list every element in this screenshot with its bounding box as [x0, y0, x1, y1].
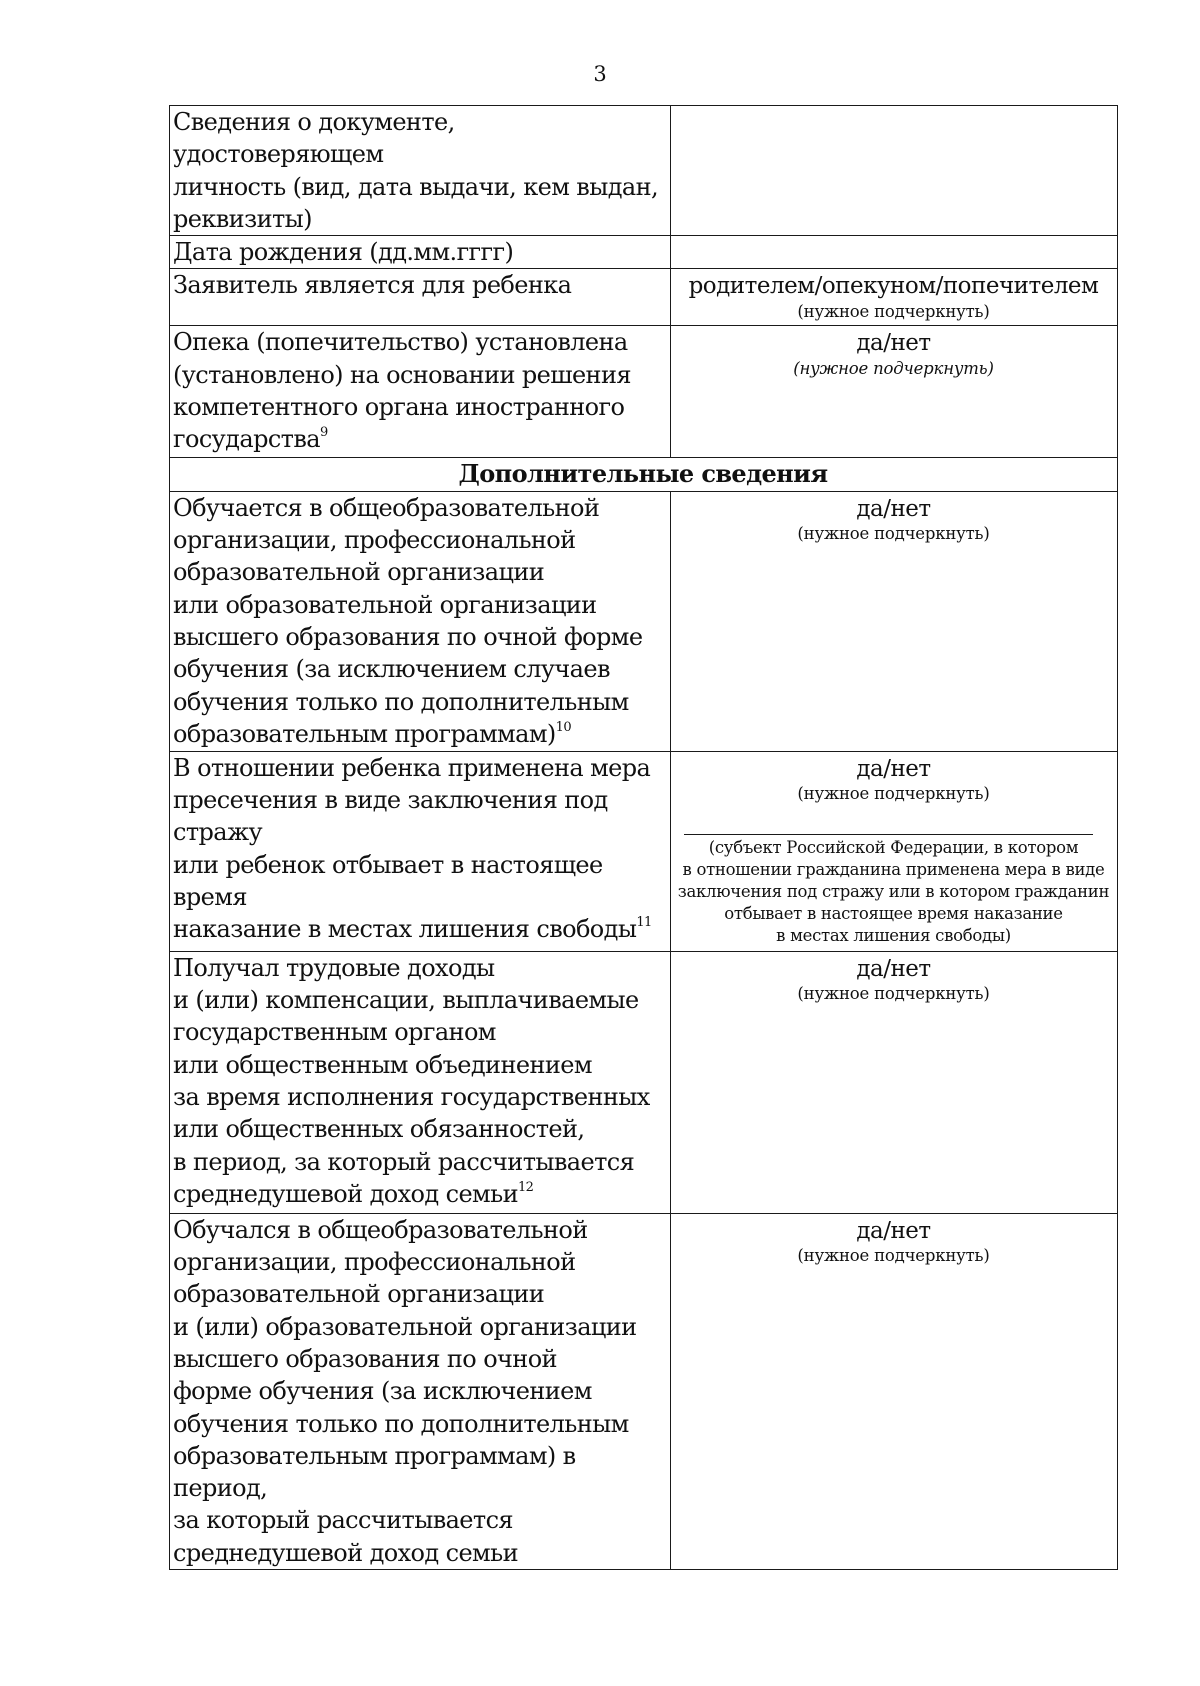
- page-number: 3: [593, 62, 607, 86]
- caption-line: в местах лишения свободы): [776, 926, 1011, 946]
- studying-label: [170, 491, 671, 751]
- label-text: образовательным программам): [173, 719, 556, 748]
- label-line: в период, за который рассчитывается: [173, 1147, 635, 1176]
- relation-options: родителем/опекуном/попечителем: [688, 273, 1099, 300]
- caption-line: заключения под стражу или в котором гражданин: [677, 882, 1110, 902]
- underline-hint: (нужное подчеркнуть): [797, 984, 990, 1004]
- label-line: (установлено) на основании решения: [173, 360, 631, 389]
- applicant-relation-field[interactable]: [671, 269, 1118, 326]
- label-text: наказание в местах лишения свободы: [173, 915, 637, 944]
- underline-hint: (нужное подчеркнуть): [797, 524, 990, 544]
- guardianship-field[interactable]: [671, 326, 1118, 458]
- label-line: Заявитель является для ребенка: [173, 271, 572, 300]
- region-caption: [674, 835, 1113, 947]
- underline-hint: (нужное подчеркнуть): [797, 301, 990, 321]
- caption-line: отбывает в настоящее время наказание: [724, 904, 1063, 924]
- table-row: [170, 269, 1118, 326]
- labor-income-label: [170, 951, 671, 1213]
- identity-document-field[interactable]: [671, 106, 1118, 236]
- underline-hint: (нужное подчеркнуть): [797, 1246, 990, 1266]
- label-line: или ребенок отбывает в настоящее время: [173, 850, 603, 911]
- label-line: или общественных обязанностей,: [173, 1115, 585, 1144]
- label-line: образовательной организации: [173, 558, 545, 587]
- label-line: образовательным программам) в период,: [173, 1441, 576, 1503]
- label-line: В отношении ребенка применена мера: [173, 753, 651, 782]
- label-line: Обучался в общеобразовательной: [173, 1215, 588, 1244]
- table-row: [170, 106, 1118, 236]
- footnote-marker: 10: [555, 719, 571, 735]
- label-line: и (или) компенсации, выплачиваемые: [173, 986, 639, 1015]
- label-line: за который рассчитывается: [173, 1506, 513, 1535]
- label-line: обучения (за исключением случаев: [173, 655, 610, 684]
- section-heading: Дополнительные сведения: [170, 458, 1118, 491]
- yes-no-options: да/нет: [856, 955, 931, 982]
- studying-field[interactable]: [671, 491, 1118, 751]
- label-line: Получал трудовые доходы: [173, 953, 495, 982]
- table-row: [170, 951, 1118, 1213]
- label-line: личность (вид, дата выдачи, кем выдан,: [173, 172, 659, 201]
- label-line: или общественным объединением: [173, 1050, 592, 1079]
- identity-document-label: [170, 106, 671, 236]
- applicant-relation-label: [170, 269, 671, 326]
- table-row: [170, 491, 1118, 751]
- yes-no-options: да/нет: [856, 1217, 931, 1244]
- label-line: организации, профессиональной: [173, 1248, 576, 1277]
- label-line: Дата рождения (дд.мм.гггг): [173, 238, 514, 267]
- underline-hint: (нужное подчеркнуть): [797, 784, 990, 804]
- table-row: [170, 1213, 1118, 1569]
- label-line: государственным органом: [173, 1018, 496, 1047]
- label-line: и (или) образовательной организации: [173, 1312, 637, 1341]
- caption-line: в отношении гражданина применена мера в виде: [682, 860, 1105, 880]
- label-line: [173, 913, 666, 945]
- label-line: Сведения о документе, удостоверяющем: [173, 108, 455, 169]
- label-line: среднедушевой доход семьи: [173, 1538, 518, 1567]
- birth-date-label: [170, 236, 671, 269]
- table-row: [170, 326, 1118, 458]
- label-line: Обучается в общеобразовательной: [173, 493, 600, 522]
- label-line: реквизиты): [173, 204, 312, 233]
- label-line: компетентного органа иностранного: [173, 393, 625, 422]
- label-line: высшего образования по очной: [173, 1344, 557, 1373]
- custody-label: [170, 751, 671, 951]
- footnote-marker: 11: [636, 915, 652, 931]
- labor-income-field[interactable]: [671, 951, 1118, 1213]
- yes-no-options: да/нет: [856, 495, 931, 522]
- application-form-table: [169, 105, 1118, 1570]
- label-line: [173, 423, 666, 455]
- birth-date-field[interactable]: [671, 236, 1118, 269]
- label-line: образовательной организации: [173, 1280, 545, 1309]
- label-line: высшего образования по очной форме: [173, 622, 643, 651]
- studied-period-field[interactable]: [671, 1213, 1118, 1569]
- label-line: организации, профессиональной: [173, 526, 576, 555]
- caption-line: (субъект Российской Федерации, в котором: [708, 838, 1079, 858]
- guardianship-label: [170, 326, 671, 458]
- yes-no-options: да/нет: [856, 755, 931, 782]
- table-row: [170, 751, 1118, 951]
- label-line: форме обучения (за исключением: [173, 1377, 592, 1406]
- label-line: пресечения в виде заключения под стражу: [173, 786, 608, 847]
- studied-period-label: [170, 1213, 671, 1569]
- label-line: [173, 1178, 666, 1210]
- label-line: обучения только по дополнительным: [173, 1409, 629, 1438]
- yes-no-options: да/нет: [856, 330, 931, 357]
- label-line: за время исполнения государственных: [173, 1082, 650, 1111]
- footnote-marker: 12: [517, 1179, 534, 1195]
- custody-field[interactable]: [671, 751, 1118, 951]
- label-text: среднедушевой доход семьи: [173, 1179, 518, 1208]
- table-row: [170, 236, 1118, 269]
- label-line: Опека (попечительство) установлена: [173, 328, 628, 357]
- label-text: государства: [173, 425, 320, 454]
- label-line: или образовательной организации: [173, 590, 597, 619]
- label-line: обучения только по дополнительным: [173, 687, 629, 716]
- footnote-marker: 9: [319, 425, 328, 441]
- underline-hint: (нужное подчеркнуть): [793, 358, 994, 378]
- label-line: [173, 718, 666, 750]
- table-row: [170, 458, 1118, 491]
